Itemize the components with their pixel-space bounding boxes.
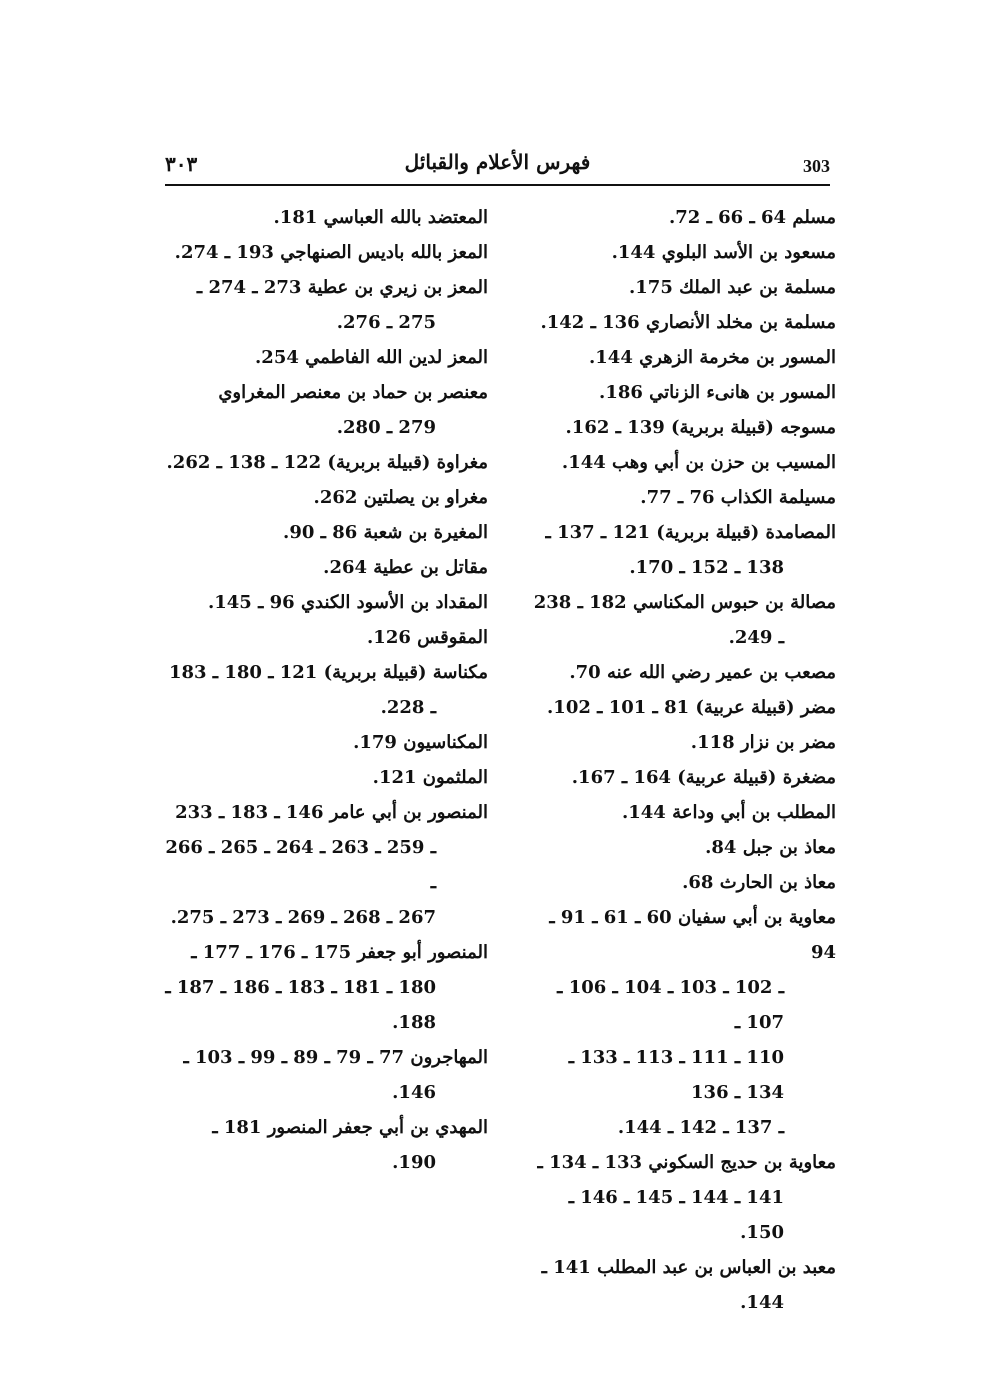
index-entry-continuation: 138 ـ 152 ـ 170. <box>629 557 784 578</box>
index-entry <box>163 935 488 1040</box>
index-entry <box>526 760 836 795</box>
index-entry <box>163 445 488 480</box>
index-entry-text: مسوجه (قبيلة بربرية) 139 ـ 162. <box>565 417 836 438</box>
index-entry-text: معاذ بن الحارث 68. <box>682 872 836 893</box>
index-entry-text: معاوية بن حديج السكوني 133 ـ 134 ـ <box>537 1152 836 1173</box>
index-entry-continuation: ـ 259 ـ 263 ـ 264 ـ 265 ـ 266 ـ <box>165 837 436 893</box>
index-column-right <box>526 200 836 1320</box>
index-entry-text: المنصور بن أبي عامر 146 ـ 183 ـ 233 <box>175 802 488 823</box>
index-entry-text: المسور بن مخرمة الزهري 144. <box>589 347 836 368</box>
index-entry-continuation: ـ 249. <box>728 627 784 648</box>
index-entry-text: المغيرة بن شعبة 86 ـ 90. <box>283 522 488 543</box>
index-entry-text: مسلمة بن عبد الملك 175. <box>629 277 836 298</box>
page-header <box>165 150 830 186</box>
index-entry <box>526 340 836 375</box>
index-entry-continuation: 180 ـ 181 ـ 183 ـ 186 ـ 187 ـ <box>165 977 436 998</box>
page-number-arabic: ٣٠٣ <box>165 152 198 176</box>
index-entry <box>163 270 488 340</box>
index-entry-text: مسلم 64 ـ 66 ـ 72. <box>669 207 836 228</box>
index-entry-text: المعز لدين الله الفاطمي 254. <box>255 347 488 368</box>
index-entry-continuation: 188. <box>392 1012 436 1033</box>
index-entry <box>526 375 836 410</box>
index-entry-text: المعز بن زيري بن عطية 273 ـ 274 ـ <box>196 277 488 298</box>
index-entry <box>163 375 488 445</box>
index-entry-text: المنصور أبو جعفر 175 ـ 176 ـ 177 ـ <box>191 942 488 963</box>
index-entry-text: معنصر بن حماد بن معنصر المغراوي <box>218 382 488 403</box>
index-entry <box>526 795 836 830</box>
index-entry <box>163 725 488 760</box>
index-entry-text: مصالة بن حبوس المكناسي 182 ـ 238 <box>533 592 836 613</box>
index-entry-text: مضغرة (قبيلة عربية) 164 ـ 167. <box>571 767 836 788</box>
index-entry <box>526 830 836 865</box>
index-entry-text: المصامدة (قبيلة بربرية) 121 ـ 137 ـ <box>545 522 836 543</box>
index-entry-text: المقوقس 126. <box>367 627 488 648</box>
page-title: فهرس الأعلام والقبائل <box>404 150 591 174</box>
index-entry-text: معاذ بن جبل 84. <box>705 837 836 858</box>
index-entry-text: المعتضد بالله العباسي 181. <box>273 207 488 228</box>
index-entry <box>526 270 836 305</box>
index-entry-continuation: 267 ـ 268 ـ 269 ـ 273 ـ 275. <box>170 907 436 928</box>
index-entry-text: مصعب بن عمير رضي الله عنه 70. <box>569 662 836 683</box>
index-entry <box>526 1145 836 1250</box>
index-entry <box>526 305 836 340</box>
index-entry-text: معبد بن العباس بن عبد المطلب 141 ـ <box>541 1257 836 1278</box>
index-entry-text: المقداد بن الأسود الكندي 96 ـ 145. <box>207 592 488 613</box>
index-entry-text: مغراوة (قبيلة بربرية) 122 ـ 138 ـ 262. <box>166 452 488 473</box>
index-entry-continuation: 279 ـ 280. <box>336 417 436 438</box>
index-entry <box>163 340 488 375</box>
index-entry-text: المهاجرون 77 ـ 79 ـ 89 ـ 99 ـ 103 ـ <box>183 1047 488 1068</box>
index-entry <box>163 620 488 655</box>
index-entry <box>526 480 836 515</box>
index-entry-continuation: 110 ـ 111 ـ 113 ـ 133 ـ 134 ـ 136 <box>568 1047 784 1103</box>
index-entry <box>526 865 836 900</box>
index-entry <box>163 200 488 235</box>
index-entry-continuation: ـ 228. <box>380 697 436 718</box>
index-entry-text: المعز بالله باديس الصنهاجي 193 ـ 274. <box>174 242 488 263</box>
index-entry-text: مضر (قبيلة عربية) 81 ـ 101 ـ 102. <box>547 697 836 718</box>
index-entry <box>163 760 488 795</box>
index-entry <box>526 900 836 1145</box>
index-entry-continuation: 275 ـ 276. <box>336 312 436 333</box>
index-entry-continuation: 141 ـ 144 ـ 145 ـ 146 ـ 150. <box>568 1187 784 1243</box>
index-entry-text: المهدي بن أبي جعفر المنصور 181 ـ <box>212 1117 488 1138</box>
index-entry <box>163 655 488 725</box>
index-entry <box>163 515 488 550</box>
index-entry-text: المسور بن هانىء الزناتي 186. <box>599 382 836 403</box>
index-entry <box>526 445 836 480</box>
index-entry-text: مقاتل بن عطية 264. <box>323 557 488 578</box>
index-entry-text: مغراو بن يصلتين 262. <box>313 487 488 508</box>
index-entry-continuation: 146. <box>392 1082 436 1103</box>
index-entry <box>526 235 836 270</box>
index-entry-continuation: 190. <box>392 1152 436 1173</box>
index-entry-continuation: ـ 137 ـ 142 ـ 144. <box>617 1117 784 1138</box>
index-entry-text: معاوية بن أبي سفيان 60 ـ 61 ـ 91 ـ 94 <box>549 907 836 963</box>
index-entry-text: المسيب بن حزن بن أبي وهب 144. <box>561 452 836 473</box>
index-entry <box>526 515 836 585</box>
index-entry <box>526 200 836 235</box>
index-entry-text: مضر بن نزار 118. <box>690 732 836 753</box>
index-entry-text: مسعود بن الأسد البلوي 144. <box>611 242 836 263</box>
index-entry <box>526 410 836 445</box>
page-number: 303 <box>803 156 830 176</box>
index-entry <box>526 655 836 690</box>
index-entry-text: المكناسيون 179. <box>353 732 488 753</box>
index-column-left <box>163 200 488 1180</box>
index-entry <box>163 795 488 935</box>
index-entry-text: المطلب بن أبي وداعة 144. <box>621 802 836 823</box>
index-entry <box>163 480 488 515</box>
index-entry-text: الملثمون 121. <box>372 767 488 788</box>
index-entry <box>163 235 488 270</box>
index-entry <box>526 725 836 760</box>
index-entry <box>163 1040 488 1110</box>
index-entry-text: مسلمة بن مخلد الأنصاري 136 ـ 142. <box>540 312 836 333</box>
index-entry <box>526 690 836 725</box>
index-entry <box>163 585 488 620</box>
index-entry <box>163 550 488 585</box>
index-entry-continuation: ـ 102 ـ 103 ـ 104 ـ 106 ـ 107 ـ <box>557 977 784 1033</box>
index-entry-text: مسيلمة الكذاب 76 ـ 77. <box>640 487 836 508</box>
index-entry <box>526 585 836 655</box>
index-entry <box>526 1250 836 1320</box>
index-entry-continuation: 144. <box>740 1292 784 1313</box>
index-entry-text: مكناسة (قبيلة بربرية) 121 ـ 180 ـ 183 <box>168 662 488 683</box>
index-entry <box>163 1110 488 1180</box>
